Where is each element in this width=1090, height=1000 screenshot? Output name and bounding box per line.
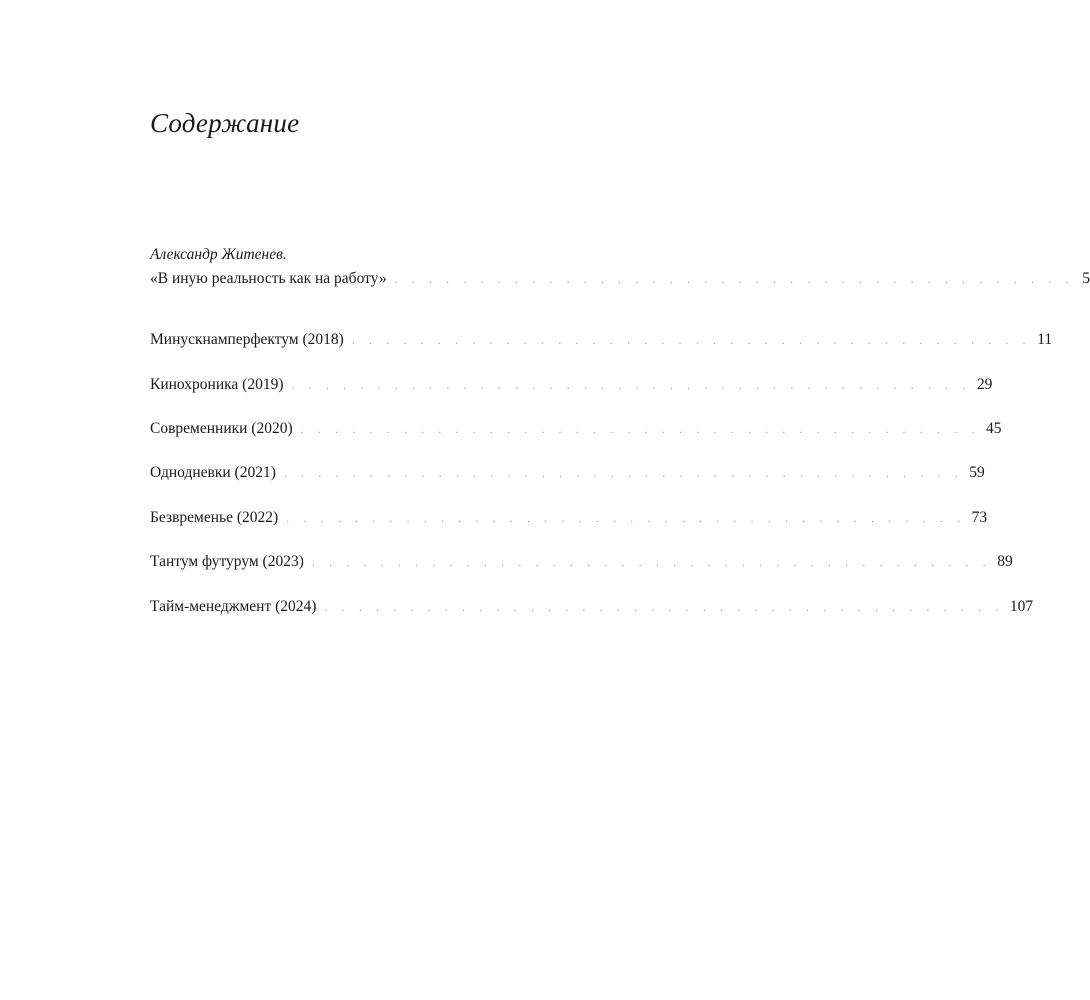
toc-entry[interactable] <box>150 552 1013 572</box>
toc-entry-label: Современники (2020) <box>150 420 293 437</box>
dot-leader: . . . . . . . . . . . . . . . . . . . . . . . . . . . . . . . . . . . . . . . . <box>324 600 1004 614</box>
toc-entry-label: Тантум футурум (2023) <box>150 553 304 570</box>
toc-entry-label: Безвременье (2022) <box>150 509 279 526</box>
page-title: Содержание <box>150 108 300 138</box>
intro-author: Александр Житенев. <box>150 246 287 263</box>
toc-entry[interactable] <box>150 375 993 395</box>
toc-entry-label: Кинохроника (2019) <box>150 376 284 393</box>
toc-entry-page: 89 <box>997 553 1013 570</box>
dot-leader: . . . . . . . . . . . . . . . . . . . . . . . . . . . . . . . . . . . . . . . . <box>300 422 981 436</box>
dot-leader: . . . . . . . . . . . . . . . . . . . . . . . . . . . . . . . . . . . . . . . . <box>394 272 1074 286</box>
toc-entry-page: 73 <box>971 509 988 526</box>
toc-entry-page: 5 <box>1082 270 1090 287</box>
toc-entry-label: Однодневки (2021) <box>150 464 276 481</box>
dot-leader: . . . . . . . . . . . . . . . . . . . . . . . . . . . . . . . . . . . . . . . . <box>351 333 1032 347</box>
toc-entry[interactable] <box>150 419 1002 439</box>
toc-entry[interactable] <box>150 597 1034 617</box>
toc-entry[interactable] <box>150 508 988 528</box>
dot-leader: . . . . . . . . . . . . . . . . . . . . . . . . . . . . . . . . . . . . . . . . <box>286 511 966 525</box>
toc-entry[interactable] <box>150 330 1053 350</box>
dot-leader: . . . . . . . . . . . . . . . . . . . . . . . . . . . . . . . . . . . . . . . . <box>291 378 971 392</box>
toc-entry-page: 45 <box>986 420 1002 437</box>
dot-leader: . . . . . . . . . . . . . . . . . . . . . . . . . . . . . . . . . . . . . . . . <box>283 466 964 480</box>
dot-leader: . . . . . . . . . . . . . . . . . . . . . . . . . . . . . . . . . . . . . . . . <box>311 555 992 569</box>
toc-entry-label: Минускнамперфектум (2018) <box>150 331 344 348</box>
toc-entry-label: «В иную реальность как на работу» <box>150 270 387 287</box>
toc-entry-page: 59 <box>969 464 985 481</box>
toc-entry-page: 29 <box>976 376 993 393</box>
toc-entry[interactable] <box>150 463 985 483</box>
toc-entry-page: 11 <box>1037 331 1053 348</box>
toc-entry-intro[interactable] <box>150 269 1090 289</box>
toc-entry-page: 107 <box>1009 598 1034 615</box>
toc-entry-label: Тайм-менеджмент (2024) <box>150 598 317 615</box>
